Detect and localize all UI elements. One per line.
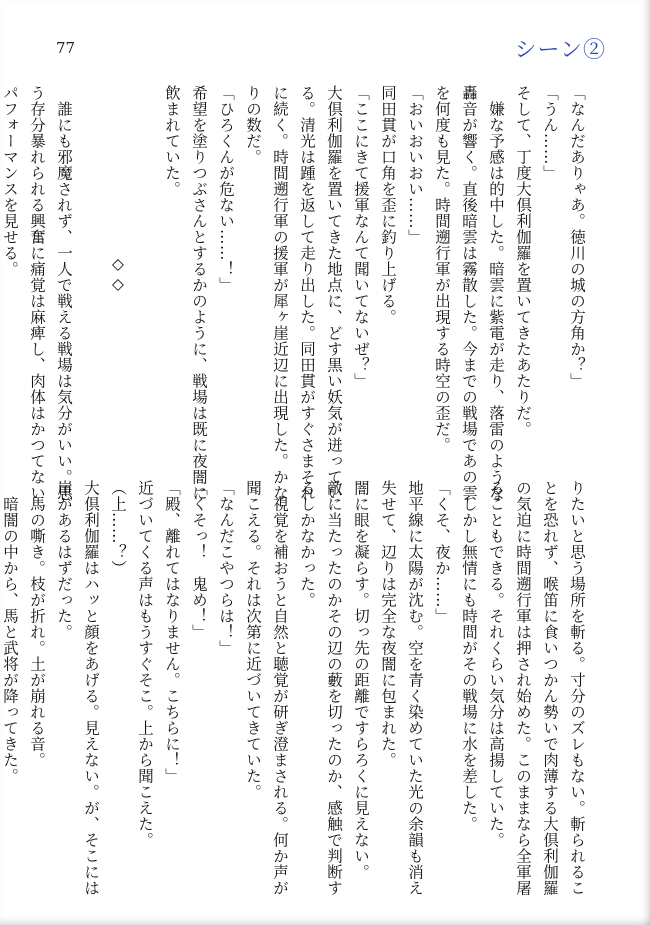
text-line: しかし無情にも時間がその戦場に水を差した。 — [460, 480, 478, 832]
text-line: 飲まれていた。 — [163, 85, 181, 197]
text-line: 嫌な予感は的中した。暗雲に紫電が走り、落雷のような — [487, 85, 505, 501]
text-line: 「くそ、夜か……」 — [433, 480, 451, 624]
text-line — [131, 85, 158, 465]
text-line: とを恐れず、喉笛に食いつかん勢いで肉薄する大倶利伽羅 — [541, 480, 559, 896]
text-line: パフォーマンスを見せる。 — [1, 85, 19, 277]
text-line: 「くそっ！ 鬼め！」 — [190, 480, 208, 640]
text-line — [77, 85, 104, 465]
text-line: 馬の嘶き。枝が折れ。土が崩れる音。 — [28, 480, 46, 768]
text-line: 視覚を補おうと自然と聴覚が研ぎ澄まされる。何か声が — [271, 480, 289, 896]
text-line: 「なんだありゃあ。徳川の城の方角か？」 — [568, 85, 586, 389]
text-line: りの数だ。 — [244, 85, 262, 165]
text-line: るしかなかった。 — [298, 480, 316, 608]
page-number: 77 — [56, 39, 76, 57]
scene-title: シーン② — [514, 38, 606, 63]
text-line: の気迫に時間遡行軍は押され始めた。このままなら全軍屠 — [514, 480, 532, 896]
text-block-bottom — [1, 480, 590, 896]
text-line: 誰にも邪魔されず、一人で戦える戦場は気分がいい。思 — [55, 85, 73, 501]
text-line: 敵に当たったのかその辺の藪を切ったのか、感触で判断す — [325, 480, 343, 896]
text-line: 暗闇の中から、馬と武将が降ってきた。 — [1, 480, 19, 784]
vertical-text-area — [1, 85, 590, 896]
text-line: 「おいおいおい……」 — [406, 85, 424, 245]
text-line: る。清光は踵を返して走り出した。同田貫がすぐさまそれ — [298, 85, 316, 501]
text-line: （上……？） — [109, 480, 127, 576]
scene-separator: ◇◇ — [109, 255, 127, 295]
text-block-top — [1, 85, 590, 501]
text-line: 「なんだこやつらは！」 — [217, 480, 235, 656]
text-line: 崖があるはずだった。 — [55, 480, 73, 640]
text-line: 「ひろくんが危ない……！」 — [217, 85, 235, 293]
text-line: う存分暴れられる興奮に痛覚は麻痺し、肉体はかつてない — [28, 85, 46, 501]
text-line: 地平線に太陽が沈む。空を青く染めていた光の余韻も消え — [406, 480, 424, 896]
text-line: 「殿、離れてはなりません。こちらに！」 — [163, 480, 181, 784]
text-line: 大倶利伽羅はハッと顔をあげる。見えない。が、そこには — [82, 480, 100, 896]
text-line: 聞こえる。それは次第に近づいてきていた。 — [244, 480, 262, 800]
text-line: 希望を塗りつぶさんとするかのように、戦場は既に夜闇に — [190, 85, 208, 501]
text-line: 闇に眼を凝らす。切っ先の距離ですらろくに見えない。 — [352, 480, 370, 880]
text-line: 失せて、辺りは完全な夜闇に包まれた。 — [379, 480, 397, 768]
text-line: りたいと思う場所を斬る。寸分のズレもない。斬られるこ — [568, 480, 586, 896]
text-line: ることもできる。それくらい気分は高揚していた。 — [487, 480, 505, 848]
text-line: 「うん……」 — [541, 85, 559, 181]
text-line: に続く。時間遡行軍の援軍が犀ヶ崖近辺に出現した。かな — [271, 85, 289, 501]
text-line: を何度も見た。時間遡行軍が出現する時空の歪だ。 — [433, 85, 451, 453]
text-line: そして、丁度大倶利伽羅を置いてきたあたりだ。 — [514, 85, 532, 437]
text-line: 「ここにきて援軍なんて聞いてないぜ？」 — [352, 85, 370, 389]
text-line: 同田貫が口角を歪に釣り上げる。 — [379, 85, 397, 325]
text-line: 轟音が響く。直後暗雲は霧散した。今までの戦場であの雲 — [460, 85, 478, 501]
text-line: 大倶利伽羅を置いてきた地点に、どす黒い妖気が迸ってい — [325, 85, 343, 501]
text-line: 近づいてくる声はもうすぐそこ。上から聞こえた。 — [136, 480, 154, 848]
